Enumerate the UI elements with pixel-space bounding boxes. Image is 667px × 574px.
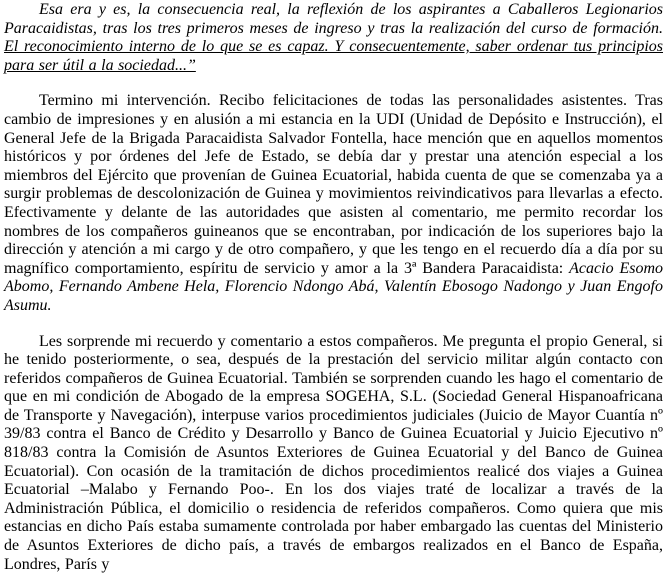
paragraph-intervention: [4, 92, 663, 315]
text-run: El reconocimiento interno de lo que se es capaz. Y consecuentemente, saber ordenar tus principios para ser útil a la sociedad...”: [4, 38, 663, 74]
text-run: Termino mi intervención. Recibo felicitaciones de todas las personalidades asistentes. Tras cambio de impresiones y en alusión a mi estancia en la UDI (Unidad de Depósito e Instrucción), el General Jefe de la Brigada Paracaidista Salvador Fontella, hace mención que en aquellos momentos históricos y por órdenes del Jefe de Estado, se debía dar y prestar una atención especial a los miembros del Ejército que provenían de Guinea Ecuatorial, habida cuenta de que se comenzaba ya a surgir problemas de descolonización de Guinea y movimientos reivindicativos para llevarlas a efecto. Efectivamente y delante de las autoridades que asisten al comentario, me permito recordar los nombres de los compañeros guineanos que se encontraban, por indicación de los superiores bajo la dirección y atención a mi cargo y de otro compañero, y que les tengo en el recuerdo día a día por su magnífico comportamiento, espíritu de servicio y amor a la 3ª Bandera Paracaidista:: [4, 92, 663, 276]
document-body: [4, 1, 663, 574]
text-run: Esa era y es, la consecuencia real, la reflexión de los aspirantes a Caballeros Legionarios Paracaidistas, tras los tres primeros meses de ingreso y tras la realización del curso de formación.: [4, 1, 663, 37]
quote-paragraph: [4, 1, 663, 75]
text-run: Acacio Esomo Abomo, Fernando Ambene Hela, Florencio Ndongo Abá, Valentín Ebosogo Nadongo y Juan Engofo Asumu.: [4, 260, 663, 314]
paragraph-lawsuits: [4, 333, 663, 574]
text-run: Les sorprende mi recuerdo y comentario a estos compañeros. Me pregunta el propio General, si he tenido posteriormente, o sea, después de la prestación del servicio militar algún contacto con referidos compañeros de Guinea Ecuatorial. También se sorprenden cuando les hago el comentario de que en mi condición de Abogado de la empresa SOGEHA, S.L. (Sociedad General Hispanoafricana de Transporte y Navegación), interpuse varios procedimientos judiciales (Juicio de Mayor Cuantía nº 39/83 contra el Banco de Crédito y Desarrollo y Banco de Guinea Ecuatorial y Juicio Ejecutivo nº 818/83 contra la Comisión de Asuntos Exteriores de Guinea Ecuatorial y del Banco de Guinea Ecuatorial). Con ocasión de la tramitación de dichos procedimientos realicé dos viajes a Guinea Ecuatorial –Malabo y Fernando Poo-. En los dos viajes traté de localizar a través de la Administración Pública, el domicilio o residencia de referidos compañeros. Como quiera que mis estancias en dicho País estaba sumamente controlada por haber embargado las cuentas del Ministerio de Asuntos Exteriores de dicho país, a través de embargos realizados en el Banco de España, Londres, París y: [4, 333, 663, 573]
